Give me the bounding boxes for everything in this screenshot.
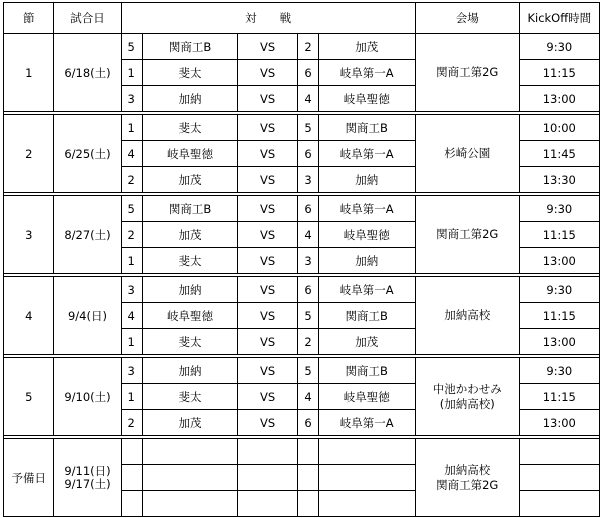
venue: 杉崎公園	[415, 115, 519, 193]
home-team: 加納	[143, 358, 238, 384]
venue: 加納高校	[415, 277, 519, 355]
empty-vs	[237, 439, 298, 465]
header-date: 試合日	[54, 3, 121, 34]
home-team: 加納	[143, 277, 238, 303]
away-team-number: 6	[298, 141, 318, 167]
match-row	[4, 34, 600, 60]
empty-home-team	[143, 465, 238, 491]
venue: 中池かわせみ (加納高校)	[415, 358, 519, 436]
away-team-number: 5	[298, 358, 318, 384]
kickoff-time: 10:00	[519, 115, 599, 141]
match-date: 9/4(日)	[54, 277, 121, 355]
vs-label: VS	[237, 222, 298, 248]
away-team-number: 6	[298, 60, 318, 86]
home-team: 関商工B	[143, 34, 238, 60]
vs-label: VS	[237, 167, 298, 193]
home-team: 岐阜聖徳	[143, 141, 238, 167]
home-team: 加茂	[143, 222, 238, 248]
kickoff-time: 9:30	[519, 277, 599, 303]
home-team-number: 5	[121, 34, 143, 60]
match-row	[4, 358, 600, 384]
away-team-number: 3	[298, 248, 318, 274]
home-team: 斐太	[143, 248, 238, 274]
kickoff-time: 9:30	[519, 196, 599, 222]
empty-vs	[237, 491, 298, 517]
away-team: 関商工B	[318, 303, 415, 329]
home-team: 斐太	[143, 384, 238, 410]
round-number: 3	[4, 196, 54, 274]
empty-home-number	[121, 465, 143, 491]
away-team: 加納	[318, 248, 415, 274]
vs-label: VS	[237, 115, 298, 141]
home-team-number: 1	[121, 329, 143, 355]
kickoff-time: 11:15	[519, 60, 599, 86]
away-team-number: 3	[298, 167, 318, 193]
empty-home-number	[121, 439, 143, 465]
empty-kickoff	[519, 439, 599, 465]
vs-label: VS	[237, 329, 298, 355]
header-kickoff: KickOff時間	[519, 3, 599, 34]
empty-home-team	[143, 491, 238, 517]
away-team-number: 6	[298, 196, 318, 222]
home-team: 斐太	[143, 115, 238, 141]
vs-label: VS	[237, 248, 298, 274]
vs-label: VS	[237, 60, 298, 86]
vs-label: VS	[237, 410, 298, 436]
empty-kickoff	[519, 465, 599, 491]
home-team: 斐太	[143, 329, 238, 355]
home-team: 加茂	[143, 167, 238, 193]
away-team-number: 5	[298, 303, 318, 329]
empty-kickoff	[519, 491, 599, 517]
home-team-number: 4	[121, 141, 143, 167]
venue: 関商工第2G	[415, 34, 519, 112]
schedule-table	[3, 2, 600, 517]
round-number: 5	[4, 358, 54, 436]
away-team: 加納	[318, 167, 415, 193]
home-team-number: 2	[121, 222, 143, 248]
reserve-round: 予備日	[4, 439, 54, 517]
kickoff-time: 9:30	[519, 358, 599, 384]
home-team-number: 3	[121, 358, 143, 384]
away-team: 加茂	[318, 329, 415, 355]
away-team: 関商工B	[318, 115, 415, 141]
vs-label: VS	[237, 141, 298, 167]
kickoff-time: 11:15	[519, 384, 599, 410]
away-team: 岐阜第一A	[318, 141, 415, 167]
empty-home-team	[143, 439, 238, 465]
kickoff-time: 13:00	[519, 86, 599, 112]
home-team-number: 3	[121, 86, 143, 112]
vs-label: VS	[237, 196, 298, 222]
empty-away-number	[298, 491, 318, 517]
home-team-number: 2	[121, 167, 143, 193]
home-team: 加茂	[143, 410, 238, 436]
away-team: 岐阜聖徳	[318, 222, 415, 248]
round-number: 4	[4, 277, 54, 355]
empty-away-team	[318, 439, 415, 465]
empty-home-number	[121, 491, 143, 517]
home-team-number: 4	[121, 303, 143, 329]
home-team: 斐太	[143, 60, 238, 86]
away-team: 岐阜第一A	[318, 60, 415, 86]
reserve-row	[4, 439, 600, 465]
vs-label: VS	[237, 34, 298, 60]
round-number: 1	[4, 34, 54, 112]
vs-label: VS	[237, 86, 298, 112]
empty-away-team	[318, 491, 415, 517]
round-number: 2	[4, 115, 54, 193]
away-team-number: 2	[298, 34, 318, 60]
match-row	[4, 196, 600, 222]
vs-label: VS	[237, 358, 298, 384]
away-team-number: 4	[298, 86, 318, 112]
away-team-number: 5	[298, 115, 318, 141]
home-team: 加納	[143, 86, 238, 112]
kickoff-time: 11:45	[519, 141, 599, 167]
away-team-number: 2	[298, 329, 318, 355]
away-team-number: 6	[298, 410, 318, 436]
match-date: 6/25(土)	[54, 115, 121, 193]
home-team-number: 1	[121, 384, 143, 410]
away-team: 加茂	[318, 34, 415, 60]
header-row	[4, 3, 600, 34]
away-team: 岐阜第一A	[318, 277, 415, 303]
reserve-dates: 9/11(日) 9/17(土)	[54, 439, 121, 517]
home-team: 岐阜聖徳	[143, 303, 238, 329]
header-match: 対 戦	[121, 3, 415, 34]
match-date: 9/10(土)	[54, 358, 121, 436]
empty-away-number	[298, 465, 318, 491]
kickoff-time: 13:00	[519, 329, 599, 355]
vs-label: VS	[237, 277, 298, 303]
home-team-number: 1	[121, 60, 143, 86]
away-team: 岐阜聖徳	[318, 86, 415, 112]
venue: 関商工第2G	[415, 196, 519, 274]
empty-vs	[237, 465, 298, 491]
match-date: 8/27(土)	[54, 196, 121, 274]
match-date: 6/18(土)	[54, 34, 121, 112]
kickoff-time: 13:30	[519, 167, 599, 193]
away-team-number: 6	[298, 277, 318, 303]
match-row	[4, 277, 600, 303]
away-team: 関商工B	[318, 358, 415, 384]
away-team-number: 4	[298, 384, 318, 410]
kickoff-time: 11:15	[519, 222, 599, 248]
empty-away-team	[318, 465, 415, 491]
home-team-number: 5	[121, 196, 143, 222]
kickoff-time: 11:15	[519, 303, 599, 329]
schedule-body	[4, 3, 600, 517]
kickoff-time: 13:00	[519, 248, 599, 274]
kickoff-time: 9:30	[519, 34, 599, 60]
away-team: 岐阜聖徳	[318, 384, 415, 410]
away-team: 岐阜第一A	[318, 196, 415, 222]
home-team-number: 1	[121, 115, 143, 141]
vs-label: VS	[237, 384, 298, 410]
reserve-venue: 加納高校 関商工第2G	[415, 439, 519, 517]
home-team-number: 2	[121, 410, 143, 436]
match-row	[4, 115, 600, 141]
home-team-number: 1	[121, 248, 143, 274]
header-venue: 会場	[415, 3, 519, 34]
away-team: 岐阜第一A	[318, 410, 415, 436]
away-team-number: 4	[298, 222, 318, 248]
vs-label: VS	[237, 303, 298, 329]
kickoff-time: 13:00	[519, 410, 599, 436]
empty-away-number	[298, 439, 318, 465]
home-team: 関商工B	[143, 196, 238, 222]
header-round: 節	[4, 3, 54, 34]
home-team-number: 3	[121, 277, 143, 303]
